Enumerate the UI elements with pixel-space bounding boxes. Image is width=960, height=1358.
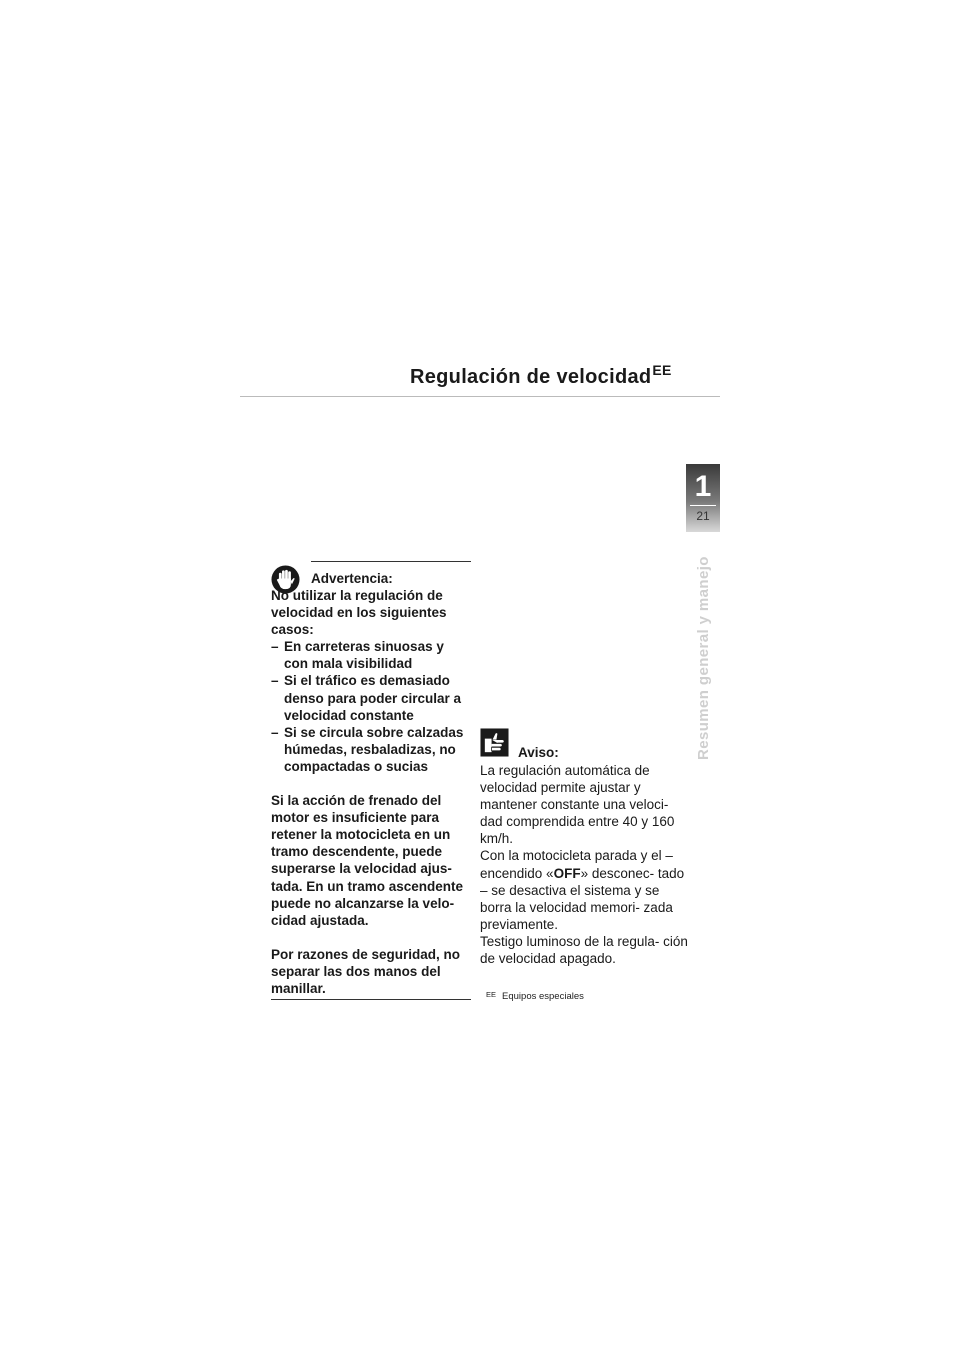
- warning-paragraph-hands: Por razones de seguridad, no separar las dos manos del manillar.: [271, 946, 461, 996]
- note-hand-icon: [480, 728, 509, 757]
- page-number: 21: [696, 509, 710, 523]
- footnote: [486, 989, 584, 1003]
- header-divider: [240, 396, 720, 397]
- note-paragraph-ignition: Con la motocicleta parada y el – encendido «OFF» desconec- tado – se desactiva el sistema y se borra la velocidad memori- zada previamente.: [480, 848, 685, 932]
- note-paragraph-description: La regulación automática de velocidad permite ajustar y mantener constante una veloci- dad comprendida entre 40 y 160 km/h.: [480, 763, 675, 847]
- section-side-label: Resumen general y manejo: [695, 556, 712, 760]
- warning-intro: No utilizar la regulación de velocidad en los siguientes casos:: [271, 588, 447, 638]
- footnote-mark: EE: [486, 990, 497, 999]
- warning-body: [271, 587, 471, 997]
- warning-top-rule: [311, 561, 471, 562]
- footnote-text: Equipos especiales: [502, 991, 584, 1002]
- chapter-tab: [686, 464, 720, 532]
- note-paragraph-indicator: Testigo luminoso de la regula- ción de velocidad apagado.: [480, 933, 688, 967]
- warning-heading: Advertencia:: [311, 571, 393, 586]
- chapter-number: 1: [694, 470, 712, 503]
- note-heading: Aviso:: [518, 745, 559, 760]
- warning-list-item: – Si el tráfico es demasiado denso para poder circular a velocidad constante: [271, 673, 462, 723]
- note-body: [480, 762, 690, 967]
- warning-list-item: – En carreteras sinuosas y con mala visibilidad: [271, 639, 444, 672]
- warning-bottom-rule: [271, 999, 471, 1000]
- warning-list: [271, 638, 471, 775]
- page-title: [410, 362, 672, 389]
- warning-list-item: – Si se circula sobre calzadas húmedas, resbaladizas, no compactadas o sucias: [271, 724, 464, 774]
- warning-paragraph-braking: Si la acción de frenado del motor es insuficiente para retener la motocicleta en un tramo descendente, puede superarse la velocidad ajus- tada. En un tramo ascendente puede no alcanzarse la velo- cidad ajustada.: [271, 793, 464, 928]
- page-title-superscript: EE: [652, 362, 672, 378]
- page-title-text: Regulación de velocidad: [410, 366, 652, 388]
- chapter-divider: [690, 505, 716, 506]
